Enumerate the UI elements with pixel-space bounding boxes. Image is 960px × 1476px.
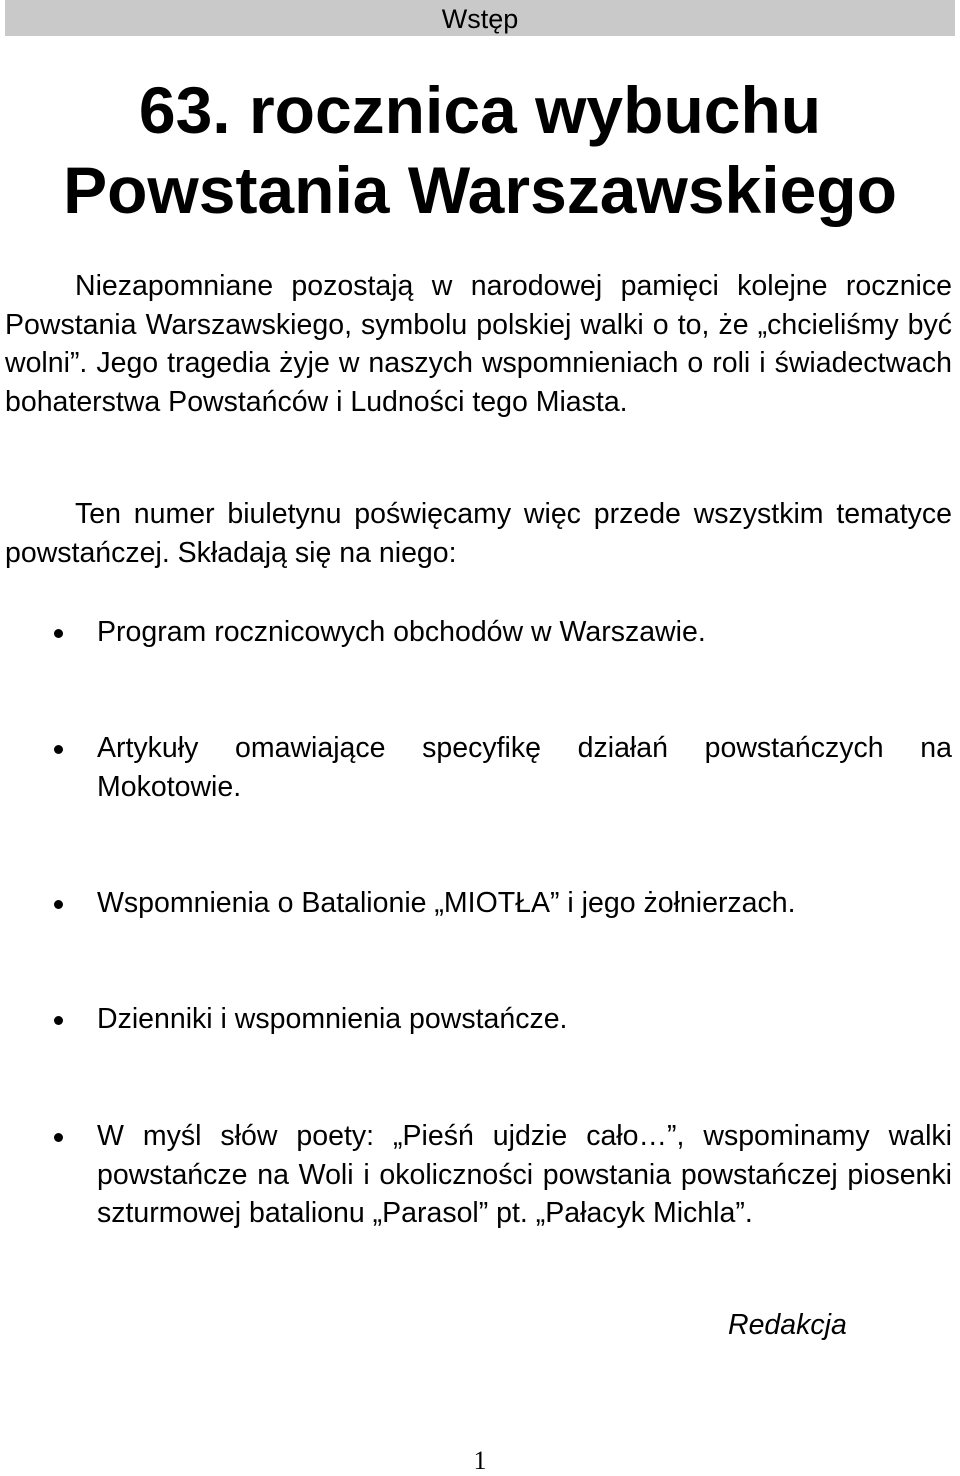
section-header bbox=[5, 0, 955, 36]
page-number: 1 bbox=[473, 1446, 487, 1475]
list-item-text: Artykuły omawiające specyfikę działań powstańczych na Mokotowie. bbox=[97, 732, 952, 803]
list-item-text: W myśl słów poety: „Pieśń ujdzie cało…”, wspominamy walki powstańcze na Woli i okoliczności powstania powstańczej piosenki szturmowej batalionu „Parasol” pt. „Pałacyk Michla”. bbox=[97, 1120, 952, 1229]
page-title-line-2: Powstania Warszawskiego bbox=[63, 153, 897, 227]
bullet-icon bbox=[54, 900, 63, 909]
list-item-text: Program rocznicowych obchodów w Warszawie. bbox=[97, 616, 706, 648]
contents-paragraph bbox=[5, 495, 952, 572]
signature: Redakcja bbox=[728, 1309, 847, 1341]
bullet-icon bbox=[54, 1133, 63, 1142]
bullet-icon bbox=[54, 745, 63, 754]
section-title: Wstęp bbox=[441, 4, 519, 34]
list-item-text: Dzienniki i wspomnienia powstańcze. bbox=[97, 1003, 568, 1035]
page-title-line-1: 63. rocznica wybuchu bbox=[138, 73, 822, 147]
contents-paragraph-text: Ten numer biuletynu poświęcamy więc przede wszystkim tematyce powstańczej. Składają się na niego: bbox=[5, 498, 952, 569]
list-item-text: Wspomnienia o Batalionie „MIOTŁA” i jego żołnierzach. bbox=[97, 887, 796, 919]
intro-paragraph bbox=[5, 267, 952, 421]
bullet-icon bbox=[54, 629, 63, 638]
bullet-icon bbox=[54, 1016, 63, 1025]
intro-paragraph-text: Niezapomniane pozostają w narodowej pamięci kolejne rocznice Powstania Warszawskiego, symbolu polskiej walki o to, że „chcieliśmy być wolni”. Jego tragedia żyje w naszych wspomnieniach o roli i świadectwach bohaterstwa Powstańców i Ludności tego Miasta. bbox=[5, 270, 952, 418]
page-title bbox=[0, 70, 960, 230]
